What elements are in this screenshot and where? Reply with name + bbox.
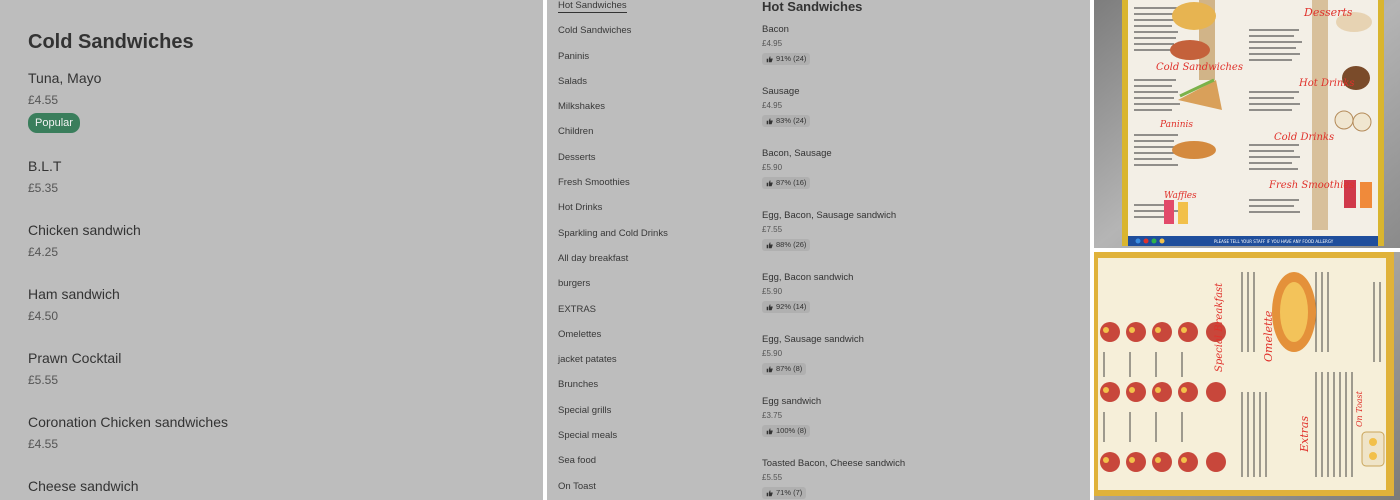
photo-gallery — [1094, 0, 1400, 500]
item-price: £4.95 — [762, 101, 783, 110]
item-price: £5.35 — [28, 181, 59, 195]
rating-badge — [762, 53, 810, 65]
thumbs-up-icon — [766, 304, 773, 311]
category-label: Milkshakes — [558, 101, 605, 113]
category-label: Sea food — [558, 455, 597, 467]
category-children[interactable] — [558, 119, 748, 144]
category-salads[interactable] — [558, 69, 748, 94]
menu-item[interactable] — [762, 396, 821, 440]
category-sparkling-cold-drinks[interactable] — [558, 221, 748, 246]
category-label: Hot Drinks — [558, 202, 603, 214]
menu-item[interactable] — [762, 458, 905, 500]
item-price: £5.90 — [762, 349, 783, 358]
category-jacket-patates[interactable] — [558, 347, 748, 372]
category-brunches[interactable] — [558, 372, 748, 397]
category-label: Fresh Smoothies — [558, 177, 630, 189]
item-price: £5.55 — [762, 473, 783, 482]
item-price: £4.50 — [28, 309, 59, 323]
item-name: Chicken sandwich — [28, 222, 141, 238]
category-milkshakes[interactable] — [558, 94, 748, 119]
menu-section-paninis: Paninis — [1160, 120, 1193, 130]
item-name: Egg, Bacon, Sausage sandwich — [762, 210, 897, 221]
cold-sandwiches-panel — [0, 0, 543, 500]
menu-section-cold-sandwiches: Cold Sandwiches — [1156, 62, 1243, 73]
menu-item[interactable] — [762, 148, 832, 192]
item-price: £7.55 — [762, 225, 783, 234]
popular-badge: Popular — [28, 113, 80, 133]
rating-badge — [762, 487, 806, 499]
category-label: All day breakfast — [558, 252, 629, 264]
menu-item[interactable] — [762, 86, 810, 130]
menu-item[interactable] — [762, 24, 810, 68]
menu-section-extras: Extras — [1298, 415, 1311, 452]
item-name: Cheese sandwich — [28, 478, 139, 494]
menu-item[interactable] — [762, 334, 864, 378]
category-omelettes[interactable] — [558, 322, 748, 347]
category-label: Paninis — [558, 50, 590, 62]
menu-item[interactable] — [28, 478, 139, 495]
menu-browser-panel — [547, 0, 1090, 500]
category-label: Hot Sandwiches — [558, 0, 627, 11]
rating-text: 87% (16) — [776, 178, 807, 187]
category-label: Sparkling and Cold Drinks — [558, 227, 668, 239]
section-title: Cold Sandwiches — [28, 31, 194, 53]
category-all-day-breakfast[interactable] — [558, 246, 748, 271]
rating-text: 71% (7) — [776, 488, 803, 497]
section-title: Hot Sandwiches — [762, 0, 863, 14]
category-extras[interactable] — [558, 297, 748, 322]
item-name: Bacon, Sausage — [762, 148, 832, 159]
rating-text: 92% (14) — [776, 302, 807, 311]
rating-badge — [762, 363, 806, 375]
category-label: On Toast — [558, 480, 596, 492]
rating-text: 100% (8) — [776, 426, 807, 435]
item-price: £3.75 — [762, 411, 783, 420]
item-name: Toasted Bacon, Cheese sandwich — [762, 458, 906, 469]
menu-section-omelette: Omelette — [1262, 310, 1275, 362]
category-label: Special meals — [558, 430, 618, 442]
thumbs-up-icon — [766, 180, 773, 187]
item-name: Prawn Cocktail — [28, 350, 122, 366]
item-price: £4.25 — [28, 245, 59, 259]
menu-item[interactable] — [762, 272, 853, 316]
menu-item[interactable] — [28, 222, 141, 259]
thumbs-up-icon — [766, 118, 773, 125]
menu-photo-1[interactable] — [1094, 0, 1400, 248]
item-name: Egg, Bacon sandwich — [762, 272, 854, 283]
thumbs-up-icon — [766, 428, 773, 435]
menu-section-fresh-smoothies: Fresh Smoothies — [1269, 180, 1355, 191]
category-special-grills[interactable] — [558, 398, 748, 423]
menu-section-waffles: Waffles — [1164, 191, 1197, 201]
menu-section-cold-drinks: Cold Drinks — [1274, 132, 1335, 143]
menu-item[interactable] — [28, 286, 120, 323]
category-label: Brunches — [558, 379, 599, 391]
category-cold-sandwiches[interactable] — [558, 18, 748, 43]
menu-section-on-toast: On Toast — [1355, 391, 1364, 427]
item-name: Sausage — [762, 86, 800, 97]
category-sea-food[interactable] — [558, 448, 748, 473]
item-name: Bacon — [762, 24, 789, 35]
thumbs-up-icon — [766, 242, 773, 249]
category-label: Omelettes — [558, 328, 602, 340]
category-nav — [558, 0, 748, 499]
menu-section-hot-drinks: Hot Drinks — [1299, 78, 1355, 89]
category-label: Special grills — [558, 404, 612, 416]
category-hot-drinks[interactable] — [558, 195, 748, 220]
category-label: EXTRAS — [558, 303, 597, 315]
menu-item[interactable] — [28, 414, 228, 451]
category-label: Children — [558, 126, 594, 138]
category-label: jacket patates — [558, 354, 617, 366]
menu-allergy-footer: PLEASE TELL YOUR STAFF IF YOU HAVE ANY FOOD ALLERGY — [1214, 239, 1334, 244]
category-hot-sandwiches[interactable] — [558, 0, 748, 18]
rating-text: 87% (8) — [776, 364, 803, 373]
item-name: Egg sandwich — [762, 396, 822, 407]
item-name: Ham sandwich — [28, 286, 120, 302]
rating-text: 88% (26) — [776, 240, 807, 249]
category-label: Salads — [558, 75, 588, 87]
category-label: Cold Sandwiches — [558, 25, 632, 37]
rating-badge — [762, 301, 810, 313]
item-price: £4.55 — [28, 437, 59, 451]
item-name: Coronation Chicken sandwiches — [28, 414, 228, 430]
rating-badge — [762, 239, 810, 251]
menu-item[interactable] — [762, 210, 896, 254]
item-price: £5.90 — [762, 163, 783, 172]
category-special-meals[interactable] — [558, 423, 748, 448]
category-burgers[interactable] — [558, 271, 748, 296]
category-fresh-smoothies[interactable] — [558, 170, 748, 195]
item-name: B.L.T — [28, 158, 62, 174]
menu-item[interactable] — [28, 70, 101, 133]
item-name: Tuna, Mayo — [28, 70, 102, 86]
item-name: Egg, Sausage sandwich — [762, 334, 864, 345]
rating-badge — [762, 425, 810, 437]
menu-section-special-breakfast: Special Breakfast — [1214, 282, 1225, 372]
category-on-toast[interactable] — [558, 474, 748, 499]
menu-photo-2[interactable] — [1094, 252, 1400, 500]
category-desserts[interactable] — [558, 145, 748, 170]
item-price: £4.95 — [762, 39, 783, 48]
rating-text: 83% (24) — [776, 116, 807, 125]
item-price: £4.55 — [28, 93, 59, 107]
item-price: £5.90 — [762, 287, 783, 296]
thumbs-up-icon — [766, 490, 773, 497]
rating-badge — [762, 177, 810, 189]
thumbs-up-icon — [766, 56, 773, 63]
menu-item[interactable] — [28, 350, 121, 387]
rating-badge — [762, 115, 810, 127]
menu-photo-1-image — [1094, 0, 1400, 248]
item-price: £5.55 — [28, 373, 59, 387]
menu-item[interactable] — [28, 158, 61, 195]
category-paninis[interactable] — [558, 44, 748, 69]
category-label: burgers — [558, 278, 591, 290]
menu-section-desserts: Desserts — [1304, 6, 1353, 19]
rating-text: 91% (24) — [776, 54, 807, 63]
category-label: Desserts — [558, 151, 596, 163]
menu-photo-2-image — [1094, 252, 1400, 500]
thumbs-up-icon — [766, 366, 773, 373]
